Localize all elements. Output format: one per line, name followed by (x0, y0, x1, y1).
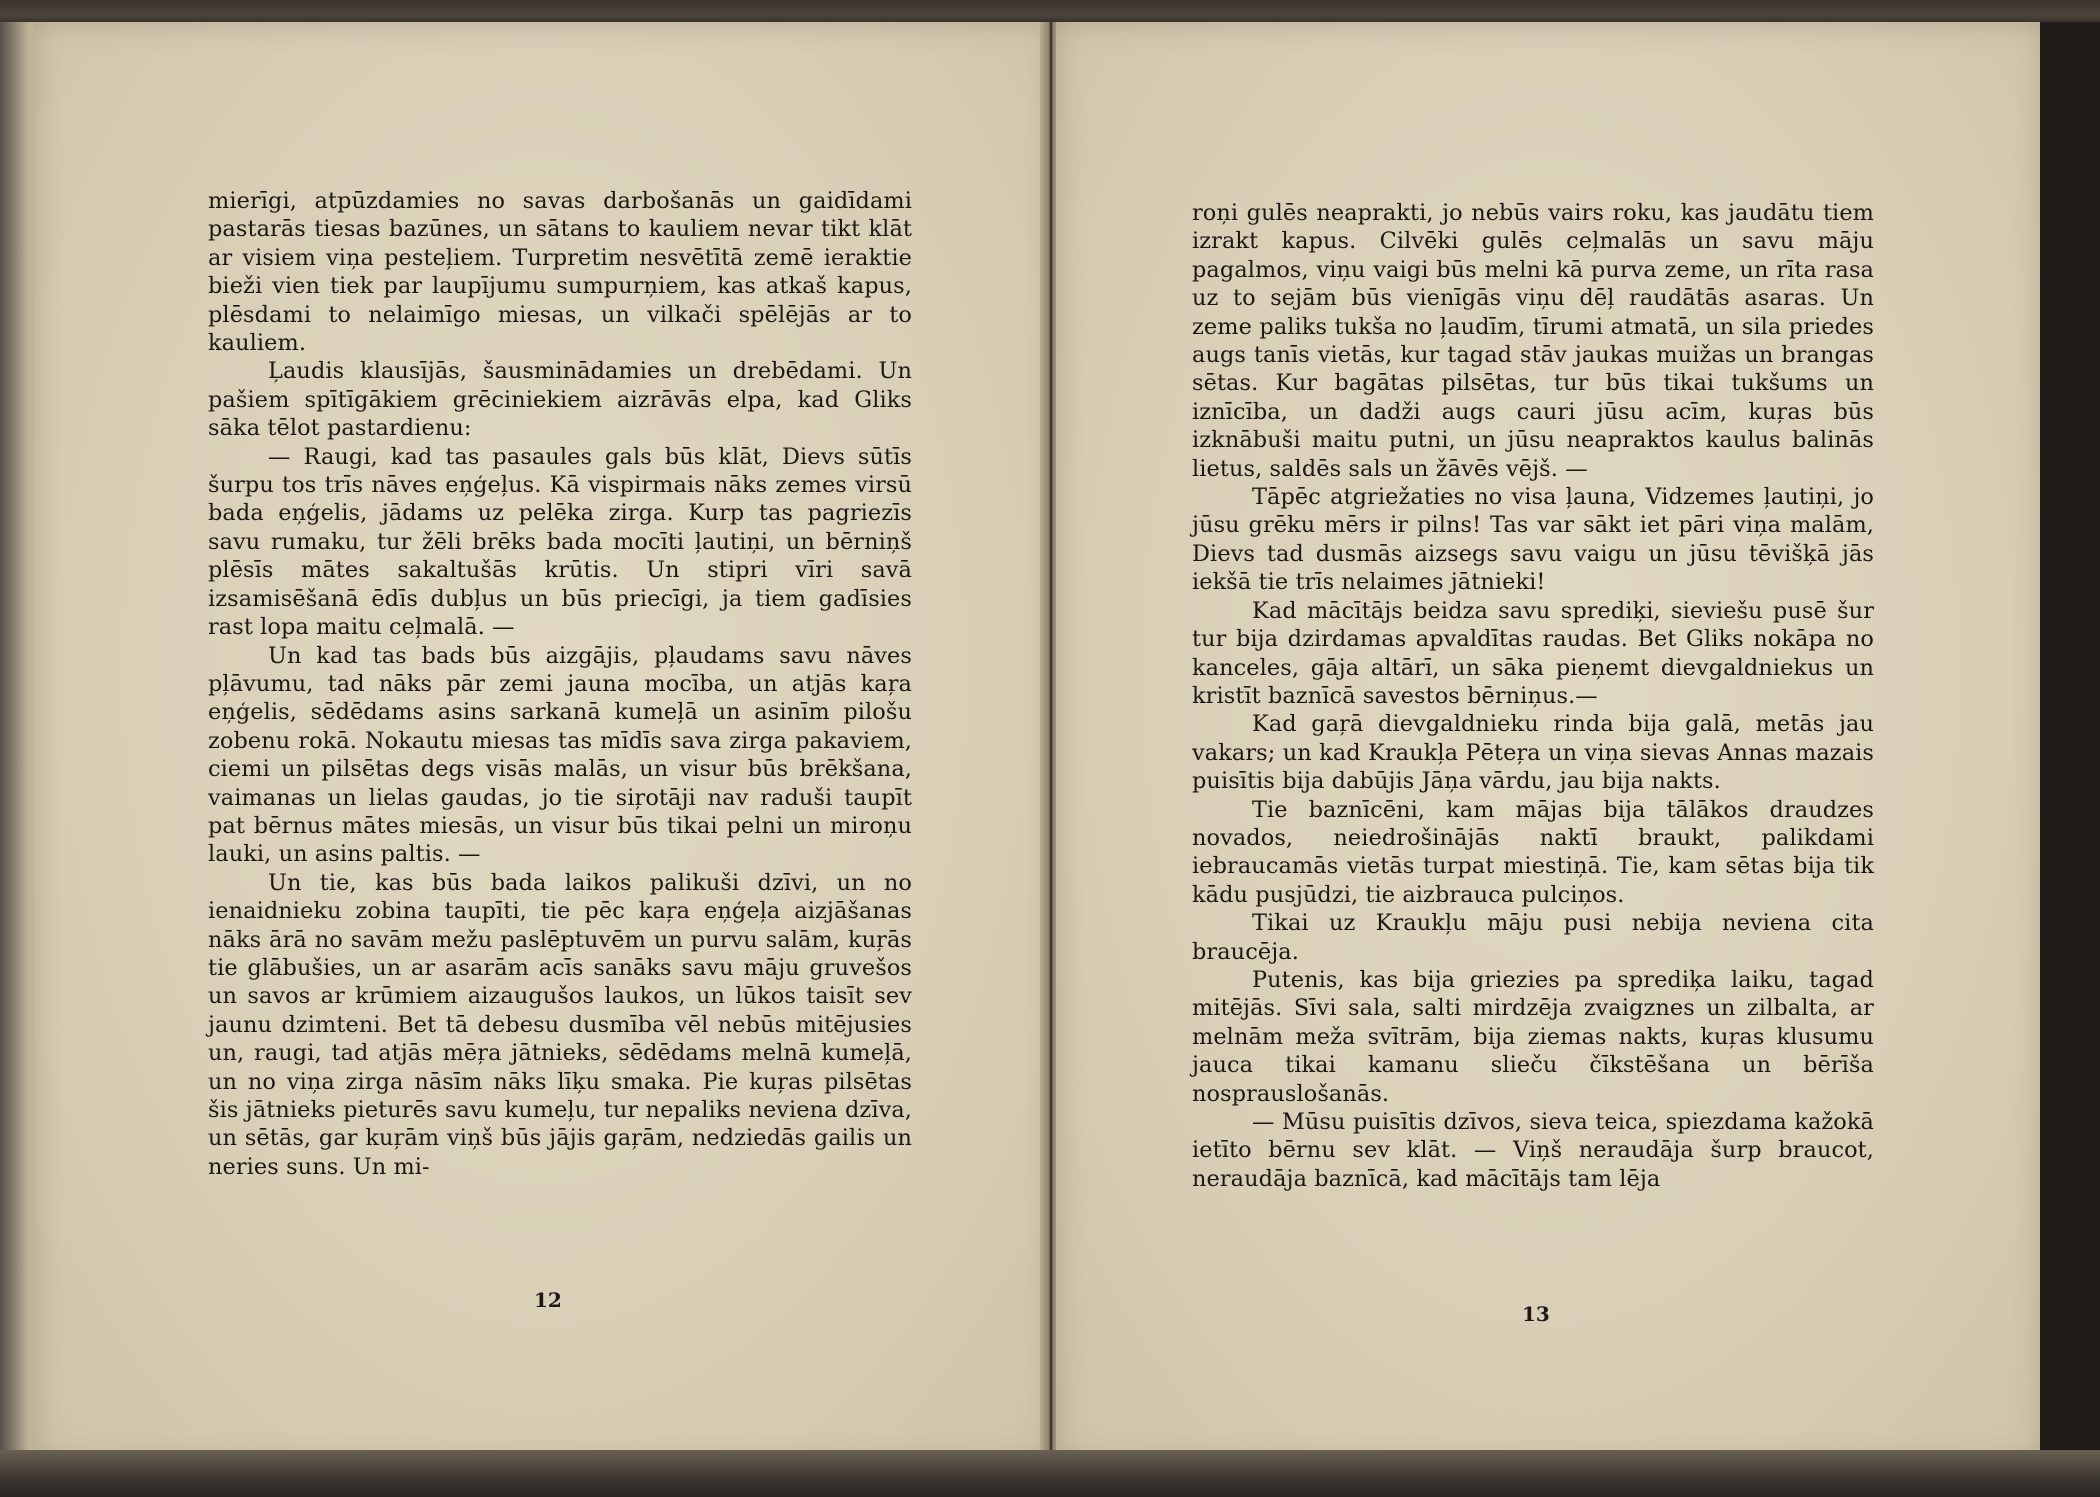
right-page (1056, 22, 2044, 1462)
paragraph: Tikai uz Kraukļu māju pusi nebija neviena cita braucēja. (1192, 910, 1874, 965)
paragraph: — Mūsu puisītis dzīvos, sieva teica, spiezdama kažokā ietīto bērnu sev klāt. — Viņš neraudāja šurp braucot, neraudāja baznīcā, kad mācītājs tam lēja (1192, 1109, 1874, 1192)
book-cover-right (2040, 22, 2100, 1497)
paragraph: Kad mācītājs beidza savu sprediķi, sieviešu pusē šur tur bija dzirdamas apvaldītas raudas. Bet Gliks nokāpa no kanceles, gāja altārī, un sāka pieņemt dievgaldniekus un kristīt baznīcā savestos bērniņus.— (1192, 597, 1874, 709)
paragraph: Putenis, kas bija griezies pa sprediķa laiku, tagad mitējās. Sīvi sala, salti mirdzēja zvaigznes un zilbalta, ar melnām meža svītrām, bija ziemas nakts, kuŗas klusumu jauca tikai kamanu slieču čīkstēšana un bērīša nosprauslošanās. (1192, 966, 1874, 1107)
book-bottom-edge (0, 1450, 2100, 1497)
left-page-edges (0, 22, 30, 1462)
paragraph: Un kad tas bads būs aizgājis, pļaudams savu nāves pļāvumu, tad nāks pār zemi jauna mocība, un atjās kaŗa eņģelis, sēdēdams asins sarkanā kumeļā un asinīm pilošu zobenu rokā. Nokautu miesas tas mīdīs sava zirga pakaviem, ciemi un pilsētas degs visās malās, un visur būs brēkšana, vaimanas un lielas gaudas, jo tie siŗotāji nav raduši taupīt pat bērnus mātes miesās, un visur būs tikai pelni un miroņu lauki, un asins paltis. — (208, 642, 912, 868)
paragraph: Tie baznīcēni, kam mājas bija tālākos draudzes novados, neiedrošinājās naktī braukt, palikdami iebraucamās vietās turpat miestiņā. Tie, kam sētas bija tik kādu pusjūdzi, tie aizbrauca pulciņos. (1192, 796, 1874, 908)
right-page-text (1192, 199, 1874, 1193)
paragraph: — Raugi, kad tas pasaules gals būs klāt, Dievs sūtīs šurpu tos trīs nāves eņģeļus. Kā vispirmais nāks zemes virsū bada eņģelis, jādams uz pelēka zirga. Kurp tas pagriezīs savu rumaku, tur žēli brēks bada mocīti ļautiņi, un bērniņš plēsīs mātes sakaltušās krūtis. Un stipri vīri savā izsamisēšanā ēdīs dubļus un būs priecīgi, ja tiem gadīsies rast lopa maitu ceļmalā. — (208, 443, 912, 641)
left-page-text (208, 187, 912, 1181)
paragraph: roņi gulēs neaprakti, jo nebūs vairs roku, kas jaudātu tiem izrakt kapus. Cilvēki gulēs ceļmalās un savu māju pagalmos, viņu vaigi būs melni kā purva zeme, un rīta rasa uz to sejām būs vienīgās viņu dēļ raudātās asaras. Un zeme paliks tukša no ļaudīm, tīrumi atmatā, un sila priedes augs tanīs vietās, kur tagad stāv jaukas muižas un brangas sētas. Kur bagātas pilsētas, tur būs tikai tukšums un iznīcība, un dadži augs cauri jūsu acīm, kuŗas būs izknābuši maitu putni, un jūsu neapraktos kaulus balinās lietus, saldēs sals un žāvēs vējš. — (1192, 200, 1874, 482)
page-number-left: 12 (534, 1288, 562, 1312)
paragraph: mierīgi, atpūzdamies no savas darbošanās un gaidīdami pastarās tiesas bazūnes, un sātans to kauliem nevar tikt klāt ar visiem viņa pesteļiem. Turpretim nesvētītā zemē ieraktie bieži vien tiek par laupījumu sumpurņiem, kas atkaš kapus, plēsdami to nelaimīgo miesas, un vilkači spēlējās ar to kauliem. (208, 188, 912, 357)
paragraph: Un tie, kas būs bada laikos palikuši dzīvi, un no ienaidnieku zobina taupīti, tie pēc kaŗa eņģeļa aizjāšanas nāks ārā no savām mežu paslēptuvēm un purvu salām, kuŗās tie glābušies, un ar asarām acīs sanāks savu māju gruvešos un savos ar krūmiem aizaugušos laukos, un lūkos taisīt sev jaunu dzimteni. Bet tā debesu dusmība vēl nebūs mitējusies un, raugi, tad atjās mēŗa jātnieks, sēdēdams melnā kumeļā, un no viņa zirga nāsīm nāks līķu smaka. Pie kuŗas pilsētas šis jātnieks pieturēs savu kumeļu, tur nepaliks neviena dzīva, un sētās, gar kuŗām viņš būs jājis gaŗām, nedziedās gailis un neries suns. Un mi- (208, 869, 912, 1180)
paragraph: Ļaudis klausījās, šausminādamies un drebēdami. Un pašiem spītīgākiem grēciniekiem aizrāvās elpa, kad Gliks sāka tēlot pastardienu: (208, 358, 912, 442)
page-number-right: 13 (1522, 1302, 1550, 1326)
left-page (28, 22, 1054, 1462)
paragraph: Tāpēc atgriežaties no visa ļauna, Vidzemes ļautiņi, jo jūsu grēku mērs ir pilns! Tas var sākt iet pāri viņa malām, Dievs tad dusmās aizsegs savu vaigu un jūsu tēvišķā jās iekšā tie trīs nelaimes jātnieki! (1192, 484, 1874, 596)
paragraph: Kad gaŗā dievgaldnieku rinda bija galā, metās jau vakars; un kad Kraukļa Pēteŗa un viņa sievas Annas mazais puisītis bija dabūjis Jāņa vārdu, jau bija nakts. (1192, 711, 1874, 795)
